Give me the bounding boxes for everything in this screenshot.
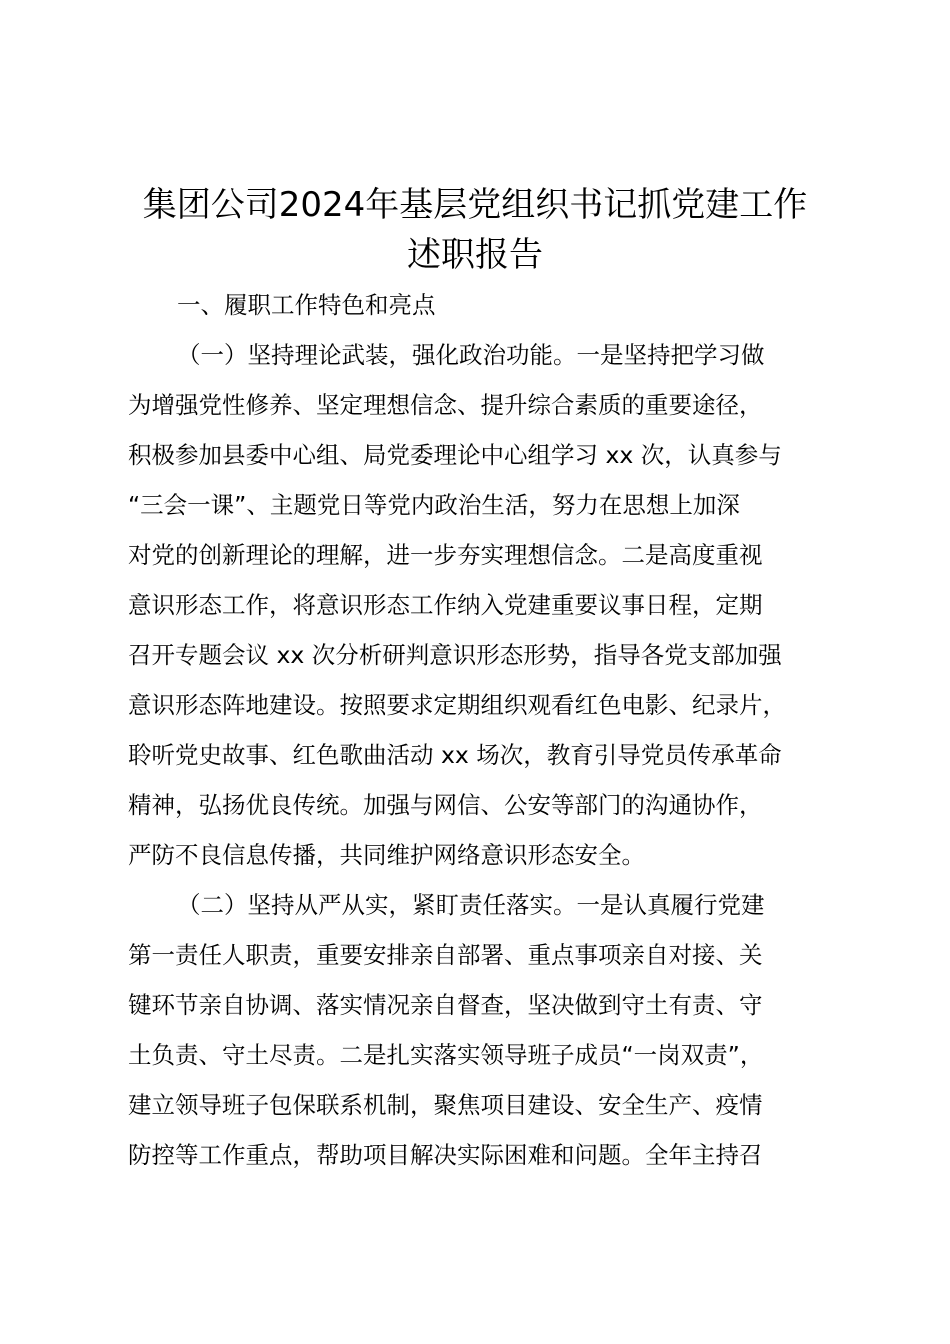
paragraph-1-line-3: 积极参加县委中心组、局党委理论中心组学习 xx 次，认真参与: [128, 441, 782, 469]
paragraph-1-line-10: 精神，弘扬优良传统。加强与网信、公安等部门的沟通协作，: [128, 791, 763, 819]
paragraph-2-line-4: 土负责、守土尽责。二是扎实落实领导班子成员“一岗双责”，: [128, 1041, 764, 1069]
paragraph-1-line-1: （一）坚持理论武装，强化政治功能。一是坚持把学习做: [177, 341, 765, 369]
paragraph-2-line-2: 第一责任人职责，重要安排亲自部署、重点事项亲自对接、关: [128, 941, 763, 969]
paragraph-1-line-8: 意识形态阵地建设。按照要求定期组织观看红色电影、纪录片，: [128, 691, 786, 719]
paragraph-2-line-5: 建立领导班子包保联系机制，聚焦项目建设、安全生产、疫情: [128, 1091, 763, 1119]
paragraph-2-line-6: 防控等工作重点，帮助项目解决实际困难和问题。全年主持召: [128, 1141, 763, 1169]
paragraph-1-line-2: 为增强党性修养、坚定理想信念、提升综合素质的重要途径，: [128, 391, 763, 419]
paragraph-1-line-6: 意识形态工作，将意识形态工作纳入党建重要议事日程，定期: [128, 591, 763, 619]
paragraph-1-line-4: “三会一课”、主题党日等党内政治生活，努力在思想上加深: [128, 491, 740, 519]
paragraph-1-line-9: 聆听党史故事、红色歌曲活动 xx 场次，教育引导党员传承革命: [128, 741, 782, 769]
paragraph-2-line-1: （二）坚持从严从实，紧盯责任落实。一是认真履行党建: [177, 891, 765, 919]
document-title-line-1: 集团公司2024年基层党组织书记抓党建工作: [142, 185, 808, 225]
paragraph-1-line-7: 召开专题会议 xx 次分析研判意识形态形势，指导各党支部加强: [128, 641, 782, 669]
document-title-line-2: 述职报告: [407, 235, 543, 275]
paragraph-1-line-5: 对党的创新理论的理解，进一步夯实理想信念。二是高度重视: [128, 541, 763, 569]
paragraph-2-line-3: 键环节亲自协调、落实情况亲自督查，坚决做到守土有责、守: [128, 991, 763, 1019]
paragraph-1-line-11: 严防不良信息传播，共同维护网络意识形态安全。: [128, 841, 645, 869]
section-heading: 一、履职工作特色和亮点: [177, 291, 436, 319]
